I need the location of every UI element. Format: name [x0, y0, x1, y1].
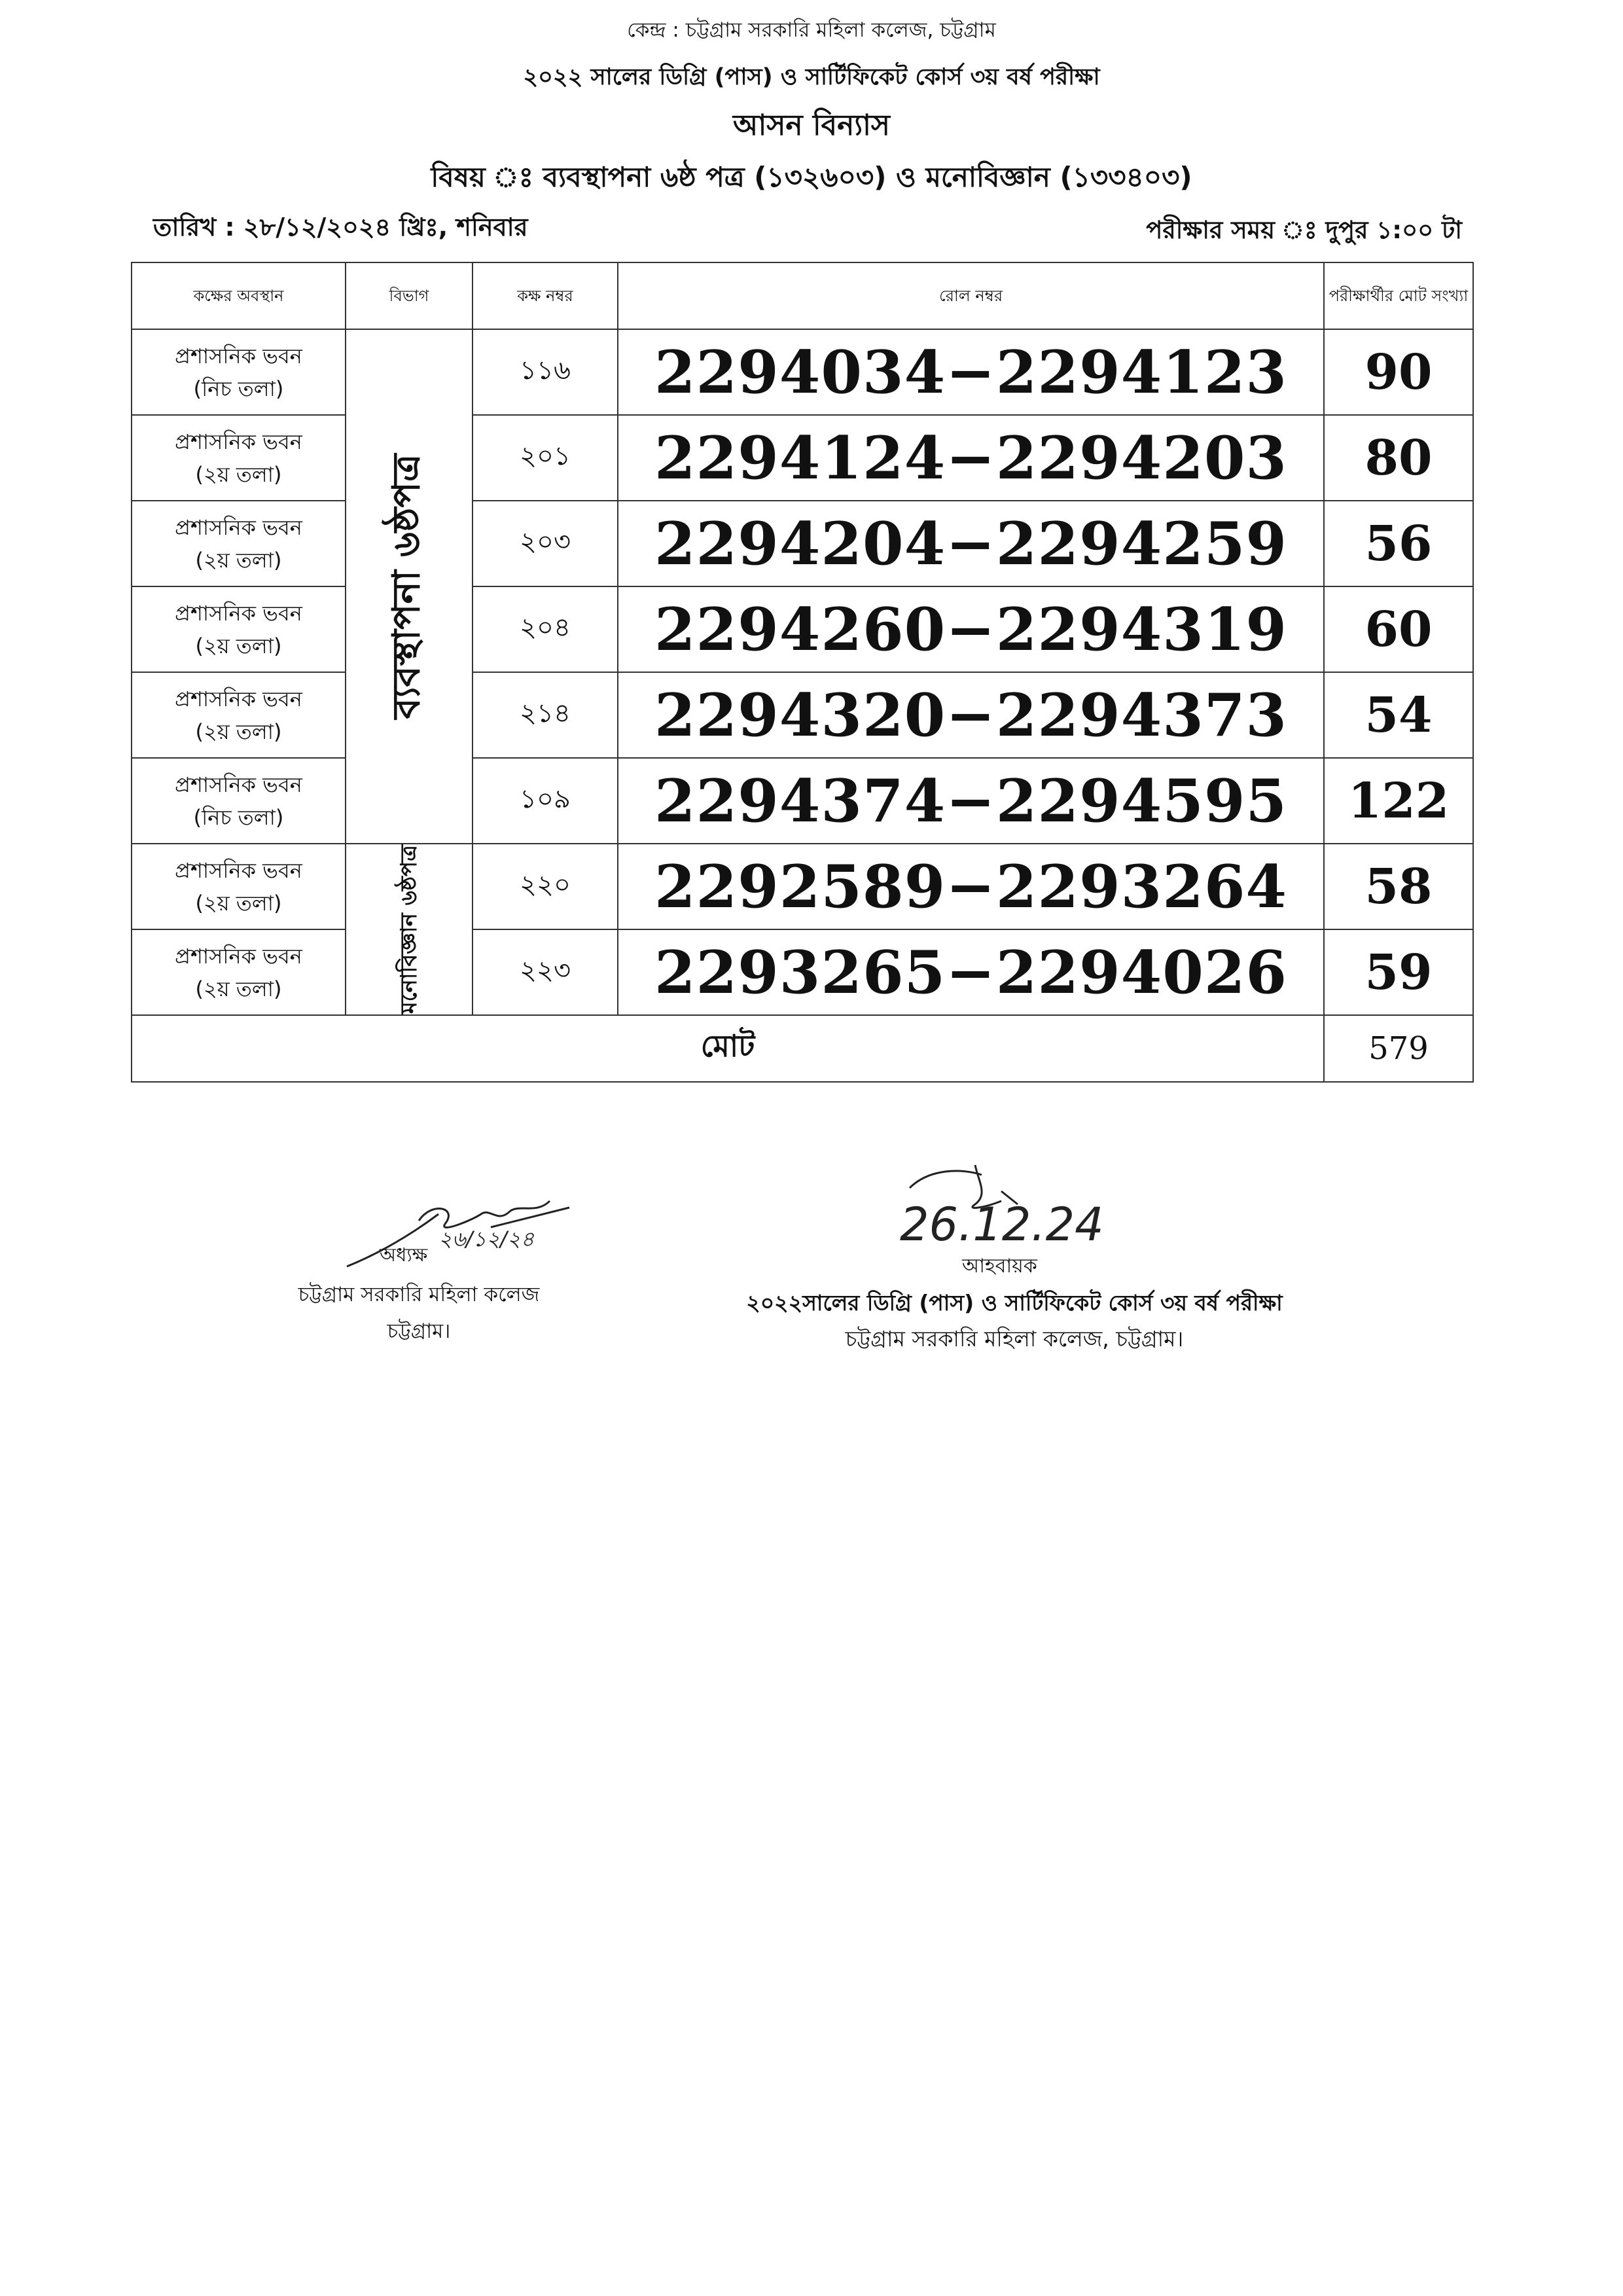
table-row — [132, 415, 1473, 501]
room-number: ২২৩ — [473, 929, 618, 1015]
candidate-count: 90 — [1324, 329, 1473, 415]
table-row — [132, 929, 1473, 1015]
department-cell — [346, 329, 473, 844]
principal-role: অধ্যক্ষ — [380, 1244, 428, 1266]
room-number: ২০১ — [473, 415, 618, 501]
candidate-count: 80 — [1324, 415, 1473, 501]
room-location: প্রশাসনিক ভবন (নিচ তলা) — [132, 329, 346, 415]
principal-college: চট্টগ্রাম সরকারি মহিলা কলেজ চট্টগ্রাম। — [298, 1283, 540, 1343]
total-row — [132, 1015, 1473, 1082]
total-label: মোট — [132, 1015, 1324, 1082]
table-row — [132, 501, 1473, 586]
candidate-count: 54 — [1324, 672, 1473, 758]
column-header: কক্ষের অবস্থান — [132, 262, 346, 329]
room-location: প্রশাসনিক ভবন (২য় তলা) — [132, 929, 346, 1015]
roll-range: 2292589−2293264 — [618, 844, 1324, 929]
convener-college: চট্টগ্রাম সরকারি মহিলা কলেজ, চট্টগ্রাম। — [845, 1326, 1184, 1352]
exam-name: ২০২২ সালের ডিগ্রি (পাস) ও সার্টিফিকেট কোর্স ৩য় বর্ষ পরীক্ষা — [523, 64, 1100, 90]
room-number: ১০৯ — [473, 758, 618, 844]
room-number: ২০৪ — [473, 586, 618, 672]
convener-role: আহবায়ক — [962, 1255, 1037, 1278]
room-number: ২০৩ — [473, 501, 618, 586]
exam-time: পরীক্ষার সময় ঃ দুপুর ১:০০ টা — [1146, 216, 1462, 244]
room-location: প্রশাসনিক ভবন (২য় তলা) — [132, 844, 346, 929]
room-location: প্রশাসনিক ভবন (২য় তলা) — [132, 672, 346, 758]
principal-date-handwritten: ২৬/১২/২৪ — [438, 1227, 535, 1251]
table-row — [132, 844, 1473, 929]
room-location: প্রশাসনিক ভবন (২য় তলা) — [132, 586, 346, 672]
convener-date-handwritten: 26.12.24 — [900, 1198, 1104, 1251]
column-header: বিভাগ — [346, 262, 473, 329]
room-location: প্রশাসনিক ভবন (২য় তলা) — [132, 501, 346, 586]
department-cell — [346, 844, 473, 1015]
exam-date: তারিখ : ২৮/১২/২০২৪ খ্রিঃ, শনিবার — [153, 213, 528, 242]
roll-range: 2294124−2294203 — [618, 415, 1324, 501]
department-label: মনোবিজ্ঞান ৬ষ্ঠপত্র — [396, 844, 422, 1014]
seating-table — [131, 262, 1474, 1083]
table-row — [132, 758, 1473, 844]
convener-exam: ২০২২সালের ডিগ্রি (পাস) ও সার্টিফিকেট কোর্স ৩য় বর্ষ পরীক্ষা — [746, 1290, 1283, 1316]
roll-range: 2294374−2294595 — [618, 758, 1324, 844]
table-row — [132, 329, 1473, 415]
department-label: ব্যবস্থাপনা ৬ষ্ঠপত্র — [383, 454, 429, 719]
candidate-count: 122 — [1324, 758, 1473, 844]
subject-line: বিষয় ঃ ব্যবস্থাপনা ৬ষ্ঠ পত্র (১৩২৬০৩) ও মনোবিজ্ঞান (১৩৩৪০৩) — [431, 161, 1192, 193]
document-title: আসন বিন্যাস — [733, 109, 890, 142]
table-row — [132, 672, 1473, 758]
table-row — [132, 586, 1473, 672]
column-header: পরীক্ষার্থীর মোট সংখ্যা — [1324, 262, 1473, 329]
roll-range: 2294034−2294123 — [618, 329, 1324, 415]
candidate-count: 60 — [1324, 586, 1473, 672]
total-value: 579 — [1324, 1015, 1473, 1082]
column-header: রোল নম্বর — [618, 262, 1324, 329]
room-number: ১১৬ — [473, 329, 618, 415]
exam-center: কেন্দ্র : চট্টগ্রাম সরকারি মহিলা কলেজ, চট্টগ্রাম — [627, 18, 996, 42]
table-header-row — [132, 262, 1473, 329]
column-header: কক্ষ নম্বর — [473, 262, 618, 329]
room-number: ২২০ — [473, 844, 618, 929]
candidate-count: 56 — [1324, 501, 1473, 586]
room-location: প্রশাসনিক ভবন (২য় তলা) — [132, 415, 346, 501]
candidate-count: 59 — [1324, 929, 1473, 1015]
room-location: প্রশাসনিক ভবন (নিচ তলা) — [132, 758, 346, 844]
roll-range: 2294320−2294373 — [618, 672, 1324, 758]
room-number: ২১৪ — [473, 672, 618, 758]
roll-range: 2293265−2294026 — [618, 929, 1324, 1015]
candidate-count: 58 — [1324, 844, 1473, 929]
roll-range: 2294260−2294319 — [618, 586, 1324, 672]
roll-range: 2294204−2294259 — [618, 501, 1324, 586]
